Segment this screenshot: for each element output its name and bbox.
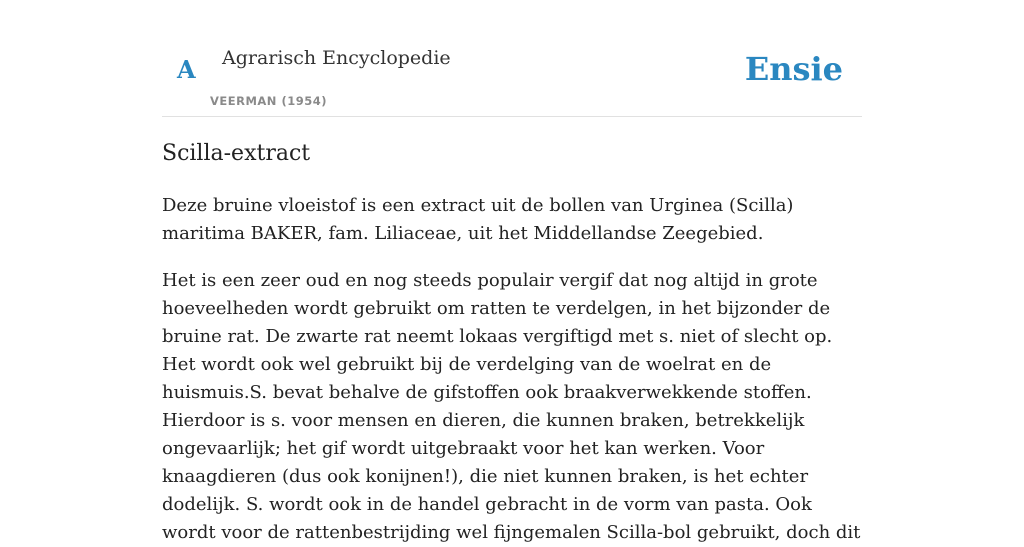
source-title-link[interactable]: Agrarisch Encyclopedie [222,47,451,69]
article-paragraph: Deze bruine vloeistof is een extract uit de bollen van Urginea (Scilla) maritima BAKER, fam. Liliaceae, uit het Middellandse Zeegebied. [162,195,794,244]
brand-logo-link[interactable]: Ensie [744,50,843,88]
source-subtitle: VEERMAN (1954) [210,94,327,108]
article [162,138,862,547]
article-paragraph: Het is een zeer oud en nog steeds populair vergif dat nog altijd in grote hoeveelheden wordt gebruikt om ratten te verdelgen, in het bijzonder de bruine rat. De zwarte rat neemt lokaas vergiftigd met s. niet of slecht op. Het wordt ook wel gebruikt bij de verdelging van de woelrat en de huismuis.S. bevat behalve de gifstoffen ook braakverwekkende stoffen. Hierdoor is s. voor mensen en dieren, die kunnen braken, betrekkelijk ongevaarlijk; het gif wordt uitgebraakt voor het kan werken. Voor knaagdieren (dus ook konijnen!), die niet kunnen braken, is het echter dodelijk. S. wordt ook in de handel gebracht in de vorm van pasta. Ook wordt voor de rattenbestrijding wel fijngemalen Scilla-bol gebruikt, doch dit [162,270,861,543]
header [162,0,862,117]
article-title: Scilla-extract [162,141,311,166]
source-logo[interactable]: A [177,55,196,84]
